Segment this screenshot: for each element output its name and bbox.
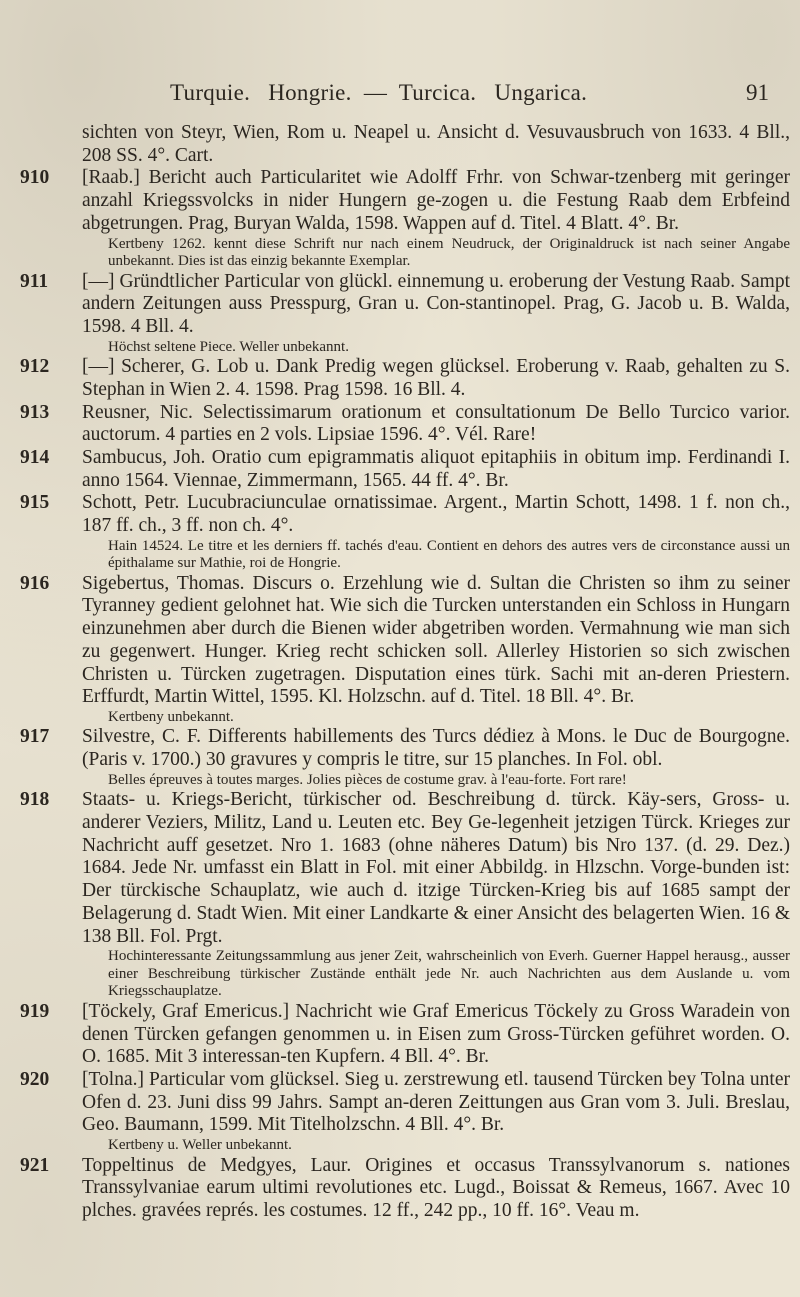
entry-text: [—] Gründtlicher Particular von glückl. einnemung u. eroberung der Vestung Raab. Sampt andern Zeitungen auss Presspurg, Gran u. Con-stantinopel. Prag, G. Jacob u. B. Walda, 1598. 4 Bll. 4. <box>82 270 790 337</box>
catalogue-entry <box>20 402 790 447</box>
catalogue-entry <box>20 1155 790 1223</box>
catalogue-entry <box>20 356 790 401</box>
entry-text: Schott, Petr. Lucubraciunculae ornatissimae. Argent., Martin Schott, 1498. 1 f. non ch., 187 ff. ch., 3 ff. non ch. 4°. <box>82 492 790 537</box>
entry-text: Sigebertus, Thomas. Discurs o. Erzehlung wie d. Sultan die Christen so ihm zu seiner Tyranney gedient gelohnet hat. Wie sich die Turcken unterstanden ein Schloss in Hungarn einzunehmen aber durch die Bienen wider abgetriben worden. Vermahnung wie man sich zu gegenwert. Hunger. Krieg recht schicken soll. Allerley Historien so sich zwischen Christen u. Türcken zugetragen. Disputation eines türk. Sachi mit an-deren Priestern. Erffurdt, Martin Wittel, 1595. Kl. Holzschn. auf d. Titel. 18 Bll. 4°. Br. <box>82 572 790 708</box>
header-hongrie: Hongrie. <box>268 80 352 105</box>
header-turcica: Turcica. <box>398 80 477 105</box>
catalogue-entry <box>20 167 790 270</box>
catalogue-entry <box>20 447 790 492</box>
catalogue-entry <box>20 1001 790 1069</box>
entry-number: 910 <box>20 167 50 189</box>
catalogue-entry <box>20 492 790 572</box>
header-dash: — <box>363 80 388 105</box>
entry-text: Staats- u. Kriegs-Bericht, türkischer od. Beschreibung d. türck. Käy-sers, Gross- u. anderer Veziers, Militz, Land u. Leuten etc. Bey Ge-legenheit jetzigen Türck. Krieges zur Nachricht auff gesetzet. Nro 1. 1683 (ohne näheres Datum) bis Nro 137. (d. 29. Dez.) 1684. Jede Nr. umfasst ein Blatt in Fol. mit einer Abbildg. in Hlzschn. Vorge-bunden ist: Der türckische Schauplatz, wie auch d. itzige Türcken-Krieg bis auf 1685 sampt der Belagerung d. Stadt Wien. Mit einer Landkarte & einer Ansicht des belagerten Wien. 16 & 138 Bll. Fol. Prgt. <box>82 789 790 947</box>
entry-number: 920 <box>20 1068 50 1090</box>
entry-text: [Raab.] Bericht auch Particularitet wie Adolff Frhr. von Schwar-tzenberg mit geringer anzahl Kriegssvolcks in nider Hungern ge-zogen u. die Festung Raab dem Erbfeind abgetrungen. Prag, Buryan Walda, 1598. Wappen auf d. Titel. 4 Blatt. 4°. Br. <box>82 167 790 234</box>
continuation-text: sichten von Steyr, Wien, Rom u. Neapel u. Ansicht d. Vesuvausbruch von 1633. 4 Bll., 208 SS. 4°. Cart. <box>82 122 790 166</box>
entries-column <box>20 122 790 1223</box>
entry-number: 914 <box>20 446 50 468</box>
catalogue-entry <box>20 1069 790 1155</box>
entry-note: Höchst seltene Piece. Weller unbekannt. <box>108 338 349 355</box>
entry-text: [Töckely, Graf Emericus.] Nachricht wie Graf Emericus Töckely zu Gross Waradein von denen Türcken gefangen genommen u. in Eisen zum Gross-Türcken geführet worden. O. O. 1685. Mit 3 interessan-ten Kupfern. 4 Bll. 4°. Br. <box>82 1000 790 1068</box>
entry-note: Hain 14524. Le titre et les derniers ff. tachés d'eau. Contient en dehors des autres vers de circonstance aussi un épithalame sur Mathie, roi de Hongrie. <box>108 537 790 572</box>
entry-text: [—] Scherer, G. Lob u. Dank Predig wegen glücksel. Eroberung v. Raab, gehalten zu S. Stephan in Wien 2. 4. 1598. Prag 1598. 16 Bll. 4. <box>82 356 790 400</box>
catalogue-entry <box>20 271 790 357</box>
running-header <box>170 80 715 106</box>
entry-number: 911 <box>20 270 49 292</box>
entry-text: Toppeltinus de Medgyes, Laur. Origines et occasus Transsylvanorum s. nationes Transsylvaniae earum ultimi revolutiones etc. Lugd., Boissat & Remeus, 1667. Avec 10 plches. gravées représ. les costumes. 12 ff., 242 pp., 10 ff. 16°. Veau m. <box>82 1154 790 1221</box>
page-number: 91 <box>746 80 769 105</box>
header-turquie: Turquie. <box>170 80 251 105</box>
entry-number: 921 <box>20 1154 50 1176</box>
entry-text: [Tolna.] Particular vom glücksel. Sieg u. zerstrewung etl. tausend Türcken bey Tolna unter Ofen d. 23. Juni diss 99 Jahrs. Sampt an-deren Zeittungen aus Gran vom 3. Juli. Breslau, Geo. Baumann, 1599. Mit Titelholzschn. 4 Bll. 4°. Br. <box>82 1068 790 1136</box>
entry-number: 915 <box>20 492 50 514</box>
entry-number: 917 <box>20 726 50 748</box>
entry-note: Kertbeny 1262. kennt diese Schrift nur nach einem Neudruck, der Originaldruck ist nach seiner Angabe unbekannt. Dies ist das einzig bekannte Exemplar. <box>108 235 790 270</box>
entry-note: Hochinteressante Zeitungssammlung aus jener Zeit, wahrscheinlich von Everh. Guerner Happel herausg., ausser einer Beschreibung türkischer Zustände enthält jede Nr. auch Nachrichten aus dem Auslande u. vom Kriegsschauplatze. <box>108 948 790 1000</box>
entry-text: Silvestre, C. F. Differents habillements des Turcs dédiez à Mons. le Duc de Bourgogne. (Paris v. 1700.) 30 gravures y compris le titre, sur 15 planches. In Fol. obl. <box>82 726 790 771</box>
entry-number: 912 <box>20 356 50 378</box>
entry-note: Belles épreuves à toutes marges. Jolies pièces de costume grav. à l'eau-forte. Fort rare! <box>108 771 627 788</box>
catalogue-entry <box>20 573 790 727</box>
header-ungarica: Ungarica. <box>494 80 588 105</box>
catalogue-entry <box>20 726 790 789</box>
entry-number: 918 <box>20 789 50 811</box>
entry-number: 919 <box>20 1000 50 1022</box>
entry-number: 913 <box>20 401 50 423</box>
entry-text: Reusner, Nic. Selectissimarum orationum et consultationum De Bello Turcico varior. auctorum. 4 parties en 2 vols. Lipsiae 1596. 4°. Vél. Rare! <box>82 401 790 446</box>
catalogue-entry <box>20 789 790 1000</box>
entry-text: Sambucus, Joh. Oratio cum epigrammatis aliquot epitaphiis in obitum imp. Ferdinandi I. anno 1564. Viennae, Zimmermann, 1565. 44 ff. 4°. Br. <box>82 446 790 491</box>
entry-number: 916 <box>20 572 50 594</box>
entry-note: Kertbeny u. Weller unbekannt. <box>108 1137 292 1154</box>
entry-note: Kertbeny unbekannt. <box>108 708 234 725</box>
